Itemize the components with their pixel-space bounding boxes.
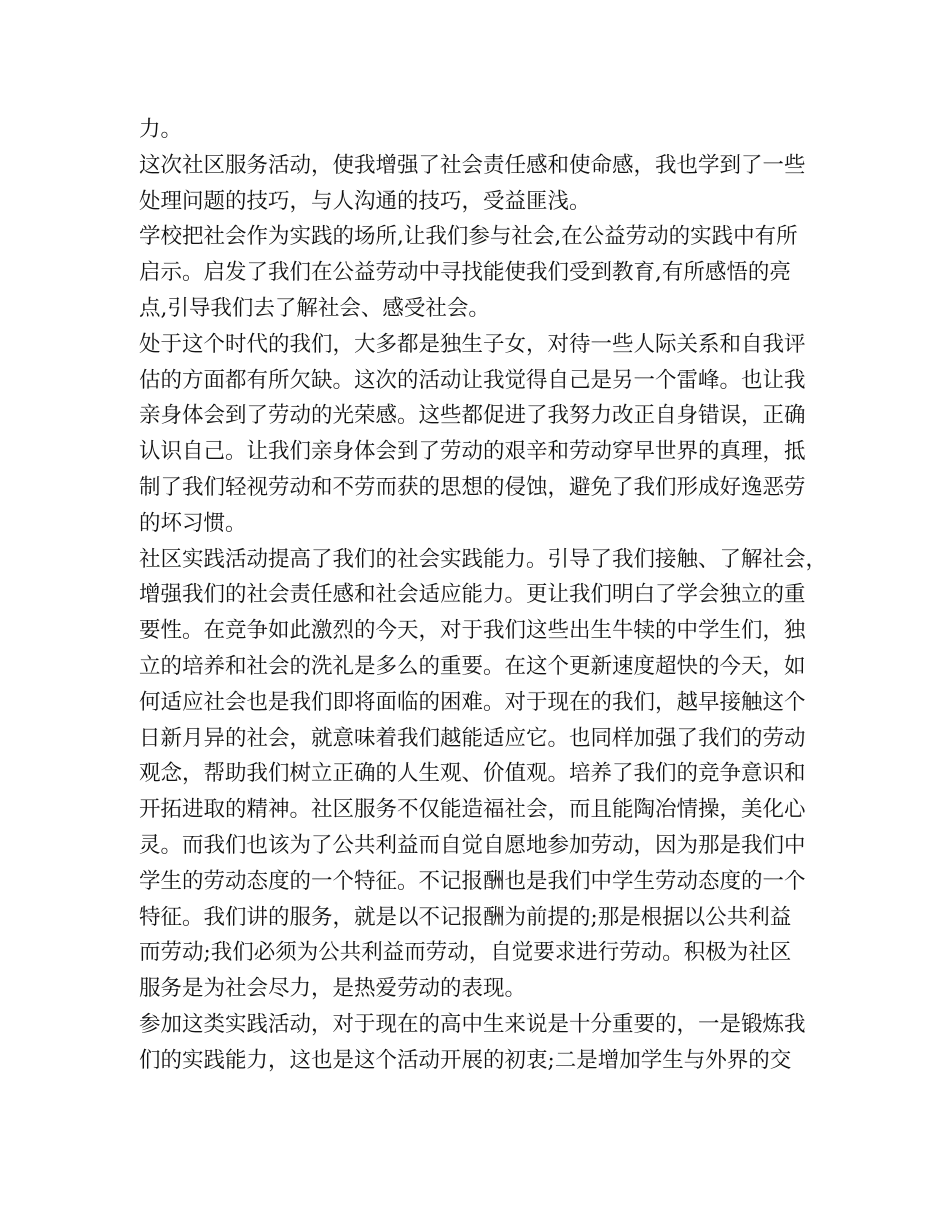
text-line: 观念，帮助我们树立正确的人生观、价值观。培养了我们的竞争意识和 — [139, 761, 806, 787]
text-line: 日新月异的社会，就意味着我们越能适应它。也同样加强了我们的劳动 — [139, 725, 806, 751]
text-line: 服务是为社会尽力，是热爱劳动的表现。 — [139, 976, 527, 1002]
text-line: 而劳动;我们必须为公共利益而劳动，自觉要求进行劳动。积极为社区 — [139, 940, 792, 966]
text-line: 处于这个时代的我们，大多都是独生子女，对待一些人际关系和自我评 — [139, 331, 806, 357]
text-line: 力。 — [139, 117, 183, 142]
document-body — [139, 112, 828, 1079]
text-line: 点,引导我们去了解社会、感受社会。 — [139, 295, 490, 321]
text-line: 们的实践能力，这也是这个活动开展的初衷;二是增加学生与外界的交 — [139, 1047, 792, 1073]
text-line: 参加这类实践活动，对于现在的高中生来说是十分重要的，一是锻炼我 — [139, 1011, 806, 1037]
text-line: 开拓进取的精神。社区服务不仅能造福社会，而且能陶冶情操，美化心 — [139, 797, 806, 823]
text-line: 这次社区服务活动，使我增强了社会责任感和使命感，我也学到了一些 — [139, 152, 806, 178]
text-line: 增强我们的社会责任感和社会适应能力。更让我们明白了学会独立的重 — [139, 582, 806, 608]
text-line: 要性。在竞争如此激烈的今天，对于我们这些出生牛犊的中学生们，独 — [139, 618, 806, 644]
text-line: 何适应社会也是我们即将面临的困难。对于现在的我们，越早接触这个 — [139, 689, 806, 715]
text-line: 处理问题的技巧，与人沟通的技巧，受益匪浅。 — [139, 188, 591, 214]
text-line: 社区实践活动提高了我们的社会实践能力。引导了我们接触、了解社会， — [139, 546, 828, 572]
text-line: 制了我们轻视劳动和不劳而获的思想的侵蚀，避免了我们形成好逸恶劳 — [139, 474, 806, 500]
text-line: 估的方面都有所欠缺。这次的活动让我觉得自己是另一个雷峰。也让我 — [139, 367, 806, 393]
text-line: 立的培养和社会的洗礼是多么的重要。在这个更新速度超快的今天，如 — [139, 653, 806, 679]
text-line: 认识自己。让我们亲身体会到了劳动的艰辛和劳动穿早世界的真理，抵 — [139, 439, 806, 465]
text-line: 启示。启发了我们在公益劳动中寻找能使我们受到教育,有所感悟的亮 — [139, 260, 791, 286]
text-line: 学生的劳动态度的一个特征。不记报酬也是我们中学生劳动态度的一个 — [139, 868, 806, 894]
text-line: 亲身体会到了劳动的光荣感。这些都促进了我努力改正自身错误，正确 — [139, 403, 806, 429]
text-line: 特征。我们讲的服务，就是以不记报酬为前提的;那是根据以公共利益 — [139, 904, 792, 930]
text-line: 灵。而我们也该为了公共利益而自觉自愿地参加劳动，因为那是我们中 — [139, 832, 806, 858]
text-line: 学校把社会作为实践的场所,让我们参与社会,在公益劳动的实践中有所 — [139, 224, 798, 250]
text-line: 的坏习惯。 — [139, 510, 247, 536]
